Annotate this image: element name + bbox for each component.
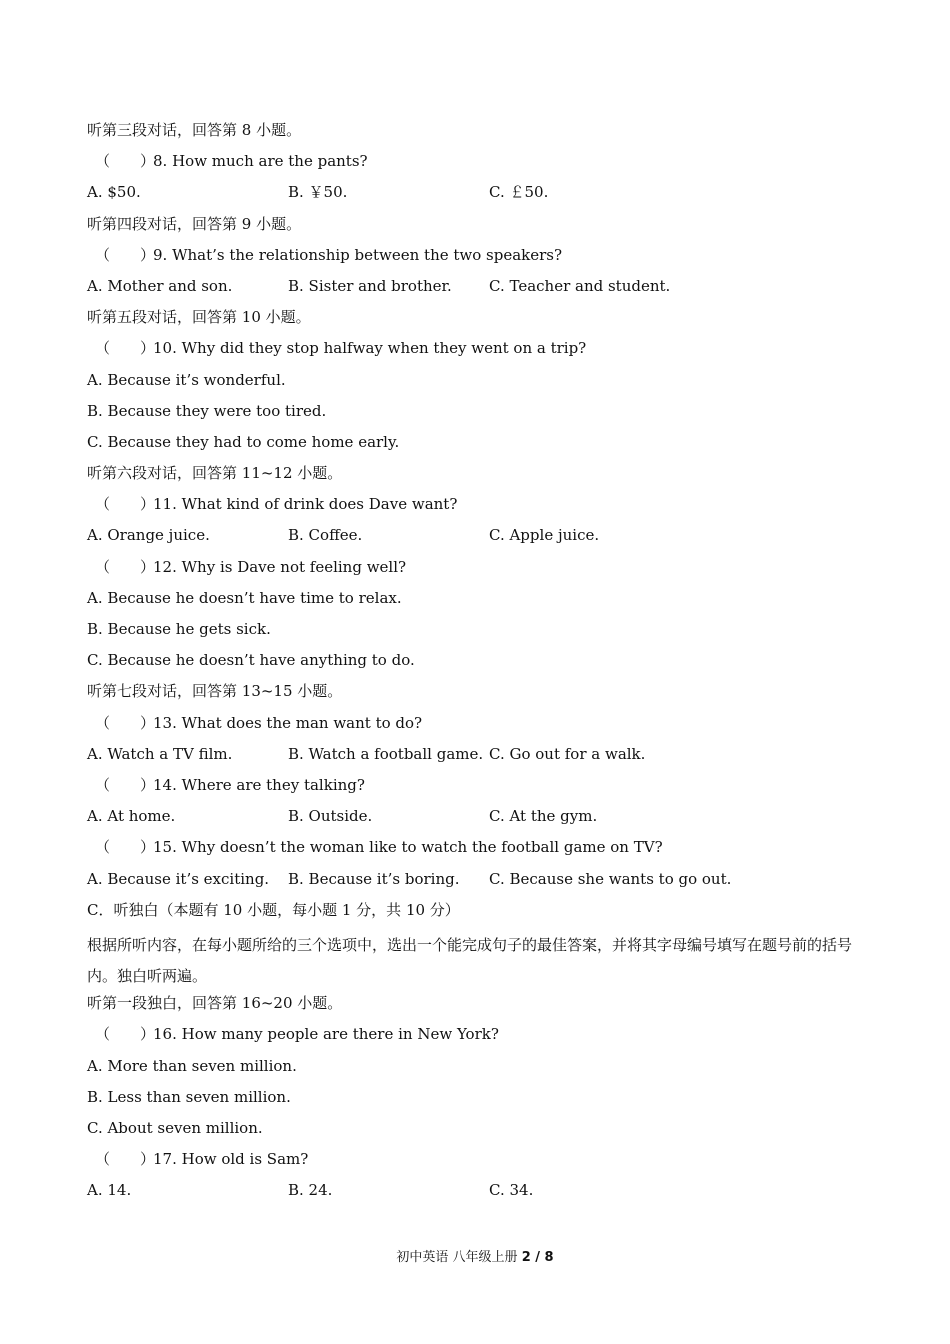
question-text: 11. What kind of drink does Dave want? <box>153 495 458 514</box>
question-text: 16. How many people are there in New York? <box>153 1025 499 1044</box>
question-text: 17. How old is Sam? <box>153 1150 309 1169</box>
option-a: A. Because it’s exciting. <box>87 869 270 888</box>
question <box>87 836 877 867</box>
option-c: C. 34. <box>489 1181 534 1200</box>
question <box>87 712 877 743</box>
option-b: B. Outside. <box>288 807 373 826</box>
option-a: A. Watch a TV film. <box>87 744 233 763</box>
answer-blank: （ ） <box>95 838 156 857</box>
section-heading: 听第一段独白，回答第 16~20 小题。 <box>87 994 343 1013</box>
question-text: 9. What’s the relationship between the two speakers? <box>153 245 563 264</box>
question-text: 12. Why is Dave not feeling well? <box>153 557 407 576</box>
question <box>87 774 877 805</box>
answer-blank: （ ） <box>95 245 156 264</box>
answer-option: C. About seven million. <box>87 1119 263 1138</box>
question <box>87 150 877 181</box>
answer-blank: （ ） <box>95 775 156 794</box>
option-a: A. Mother and son. <box>87 276 233 295</box>
answer-blank: （ ） <box>95 557 156 576</box>
question-text: 8. How much are the pants? <box>153 152 368 171</box>
answer-option: A. Because he doesn’t have time to relax. <box>87 588 402 607</box>
answer-option: A. Because it’s wonderful. <box>87 370 286 389</box>
option-b: B. Watch a football game. <box>288 744 484 763</box>
answer-blank: （ ） <box>95 1150 156 1169</box>
footer-label: 初中英语 八年级上册 <box>396 1250 518 1265</box>
option-c: C. Teacher and student. <box>489 276 671 295</box>
answer-option: C. Because he doesn’t have anything to do. <box>87 651 415 670</box>
page-content <box>87 119 877 1211</box>
page-footer <box>0 1246 950 1265</box>
option-c: C. Apple juice. <box>489 526 600 545</box>
section-heading: 听第七段对话，回答第 13~15 小题。 <box>87 682 343 701</box>
question <box>87 244 877 275</box>
answer-blank: （ ） <box>95 1025 156 1044</box>
option-b: B. Because it’s boring. <box>288 869 460 888</box>
option-a: A. $50. <box>87 183 141 202</box>
question <box>87 556 877 587</box>
option-b: B. Coffee. <box>288 526 363 545</box>
answer-blank: （ ） <box>95 339 156 358</box>
page-number: 2 / 8 <box>521 1250 554 1265</box>
options-row <box>87 868 877 899</box>
option-b: B. 24. <box>288 1181 333 1200</box>
section-heading: C．听独白（本题有 10 小题，每小题 1 分，共 10 分） <box>87 900 460 919</box>
options-row <box>87 524 877 555</box>
option-c: C. ￡50. <box>489 183 549 202</box>
instructions-paragraph: 根据所听内容，在每小题所给的三个选项中，选出一个能完成句子的最佳答案，并将其字母编号填写在题号前的括号内。独白听两遍。 <box>87 935 853 986</box>
question <box>87 1023 877 1054</box>
question <box>87 337 877 368</box>
option-b: B. Sister and brother. <box>288 276 452 295</box>
options-row <box>87 805 877 836</box>
answer-option: C. Because they had to come home early. <box>87 432 400 451</box>
option-a: A. Orange juice. <box>87 526 210 545</box>
answer-option: A. More than seven million. <box>87 1056 297 1075</box>
question-text: 13. What does the man want to do? <box>153 713 423 732</box>
section-heading: 听第六段对话，回答第 11~12 小题。 <box>87 464 343 483</box>
option-a: A. 14. <box>87 1181 132 1200</box>
answer-option: B. Because they were too tired. <box>87 401 327 420</box>
options-row <box>87 275 877 306</box>
answer-option: B. Less than seven million. <box>87 1087 291 1106</box>
question <box>87 493 877 524</box>
question <box>87 1148 877 1179</box>
options-row <box>87 1179 877 1210</box>
option-c: C. At the gym. <box>489 807 598 826</box>
section-heading: 听第五段对话，回答第 10 小题。 <box>87 308 311 327</box>
options-row <box>87 743 877 774</box>
answer-blank: （ ） <box>95 713 156 732</box>
section-heading: 听第四段对话，回答第 9 小题。 <box>87 214 302 233</box>
section-heading: 听第三段对话，回答第 8 小题。 <box>87 121 302 139</box>
options-row <box>87 181 877 212</box>
question-text: 14. Where are they talking? <box>153 775 365 794</box>
option-c: C. Because she wants to go out. <box>489 869 732 888</box>
option-a: A. At home. <box>87 807 176 826</box>
option-b: B. ￥50. <box>288 183 348 202</box>
answer-blank: （ ） <box>95 495 156 514</box>
question-text: 10. Why did they stop halfway when they went on a trip? <box>153 339 587 358</box>
answer-option: B. Because he gets sick. <box>87 620 271 638</box>
question-text: 15. Why doesn’t the woman like to watch the football game on TV? <box>153 838 663 857</box>
answer-blank: （ ） <box>95 152 156 171</box>
option-c: C. Go out for a walk. <box>489 744 646 763</box>
